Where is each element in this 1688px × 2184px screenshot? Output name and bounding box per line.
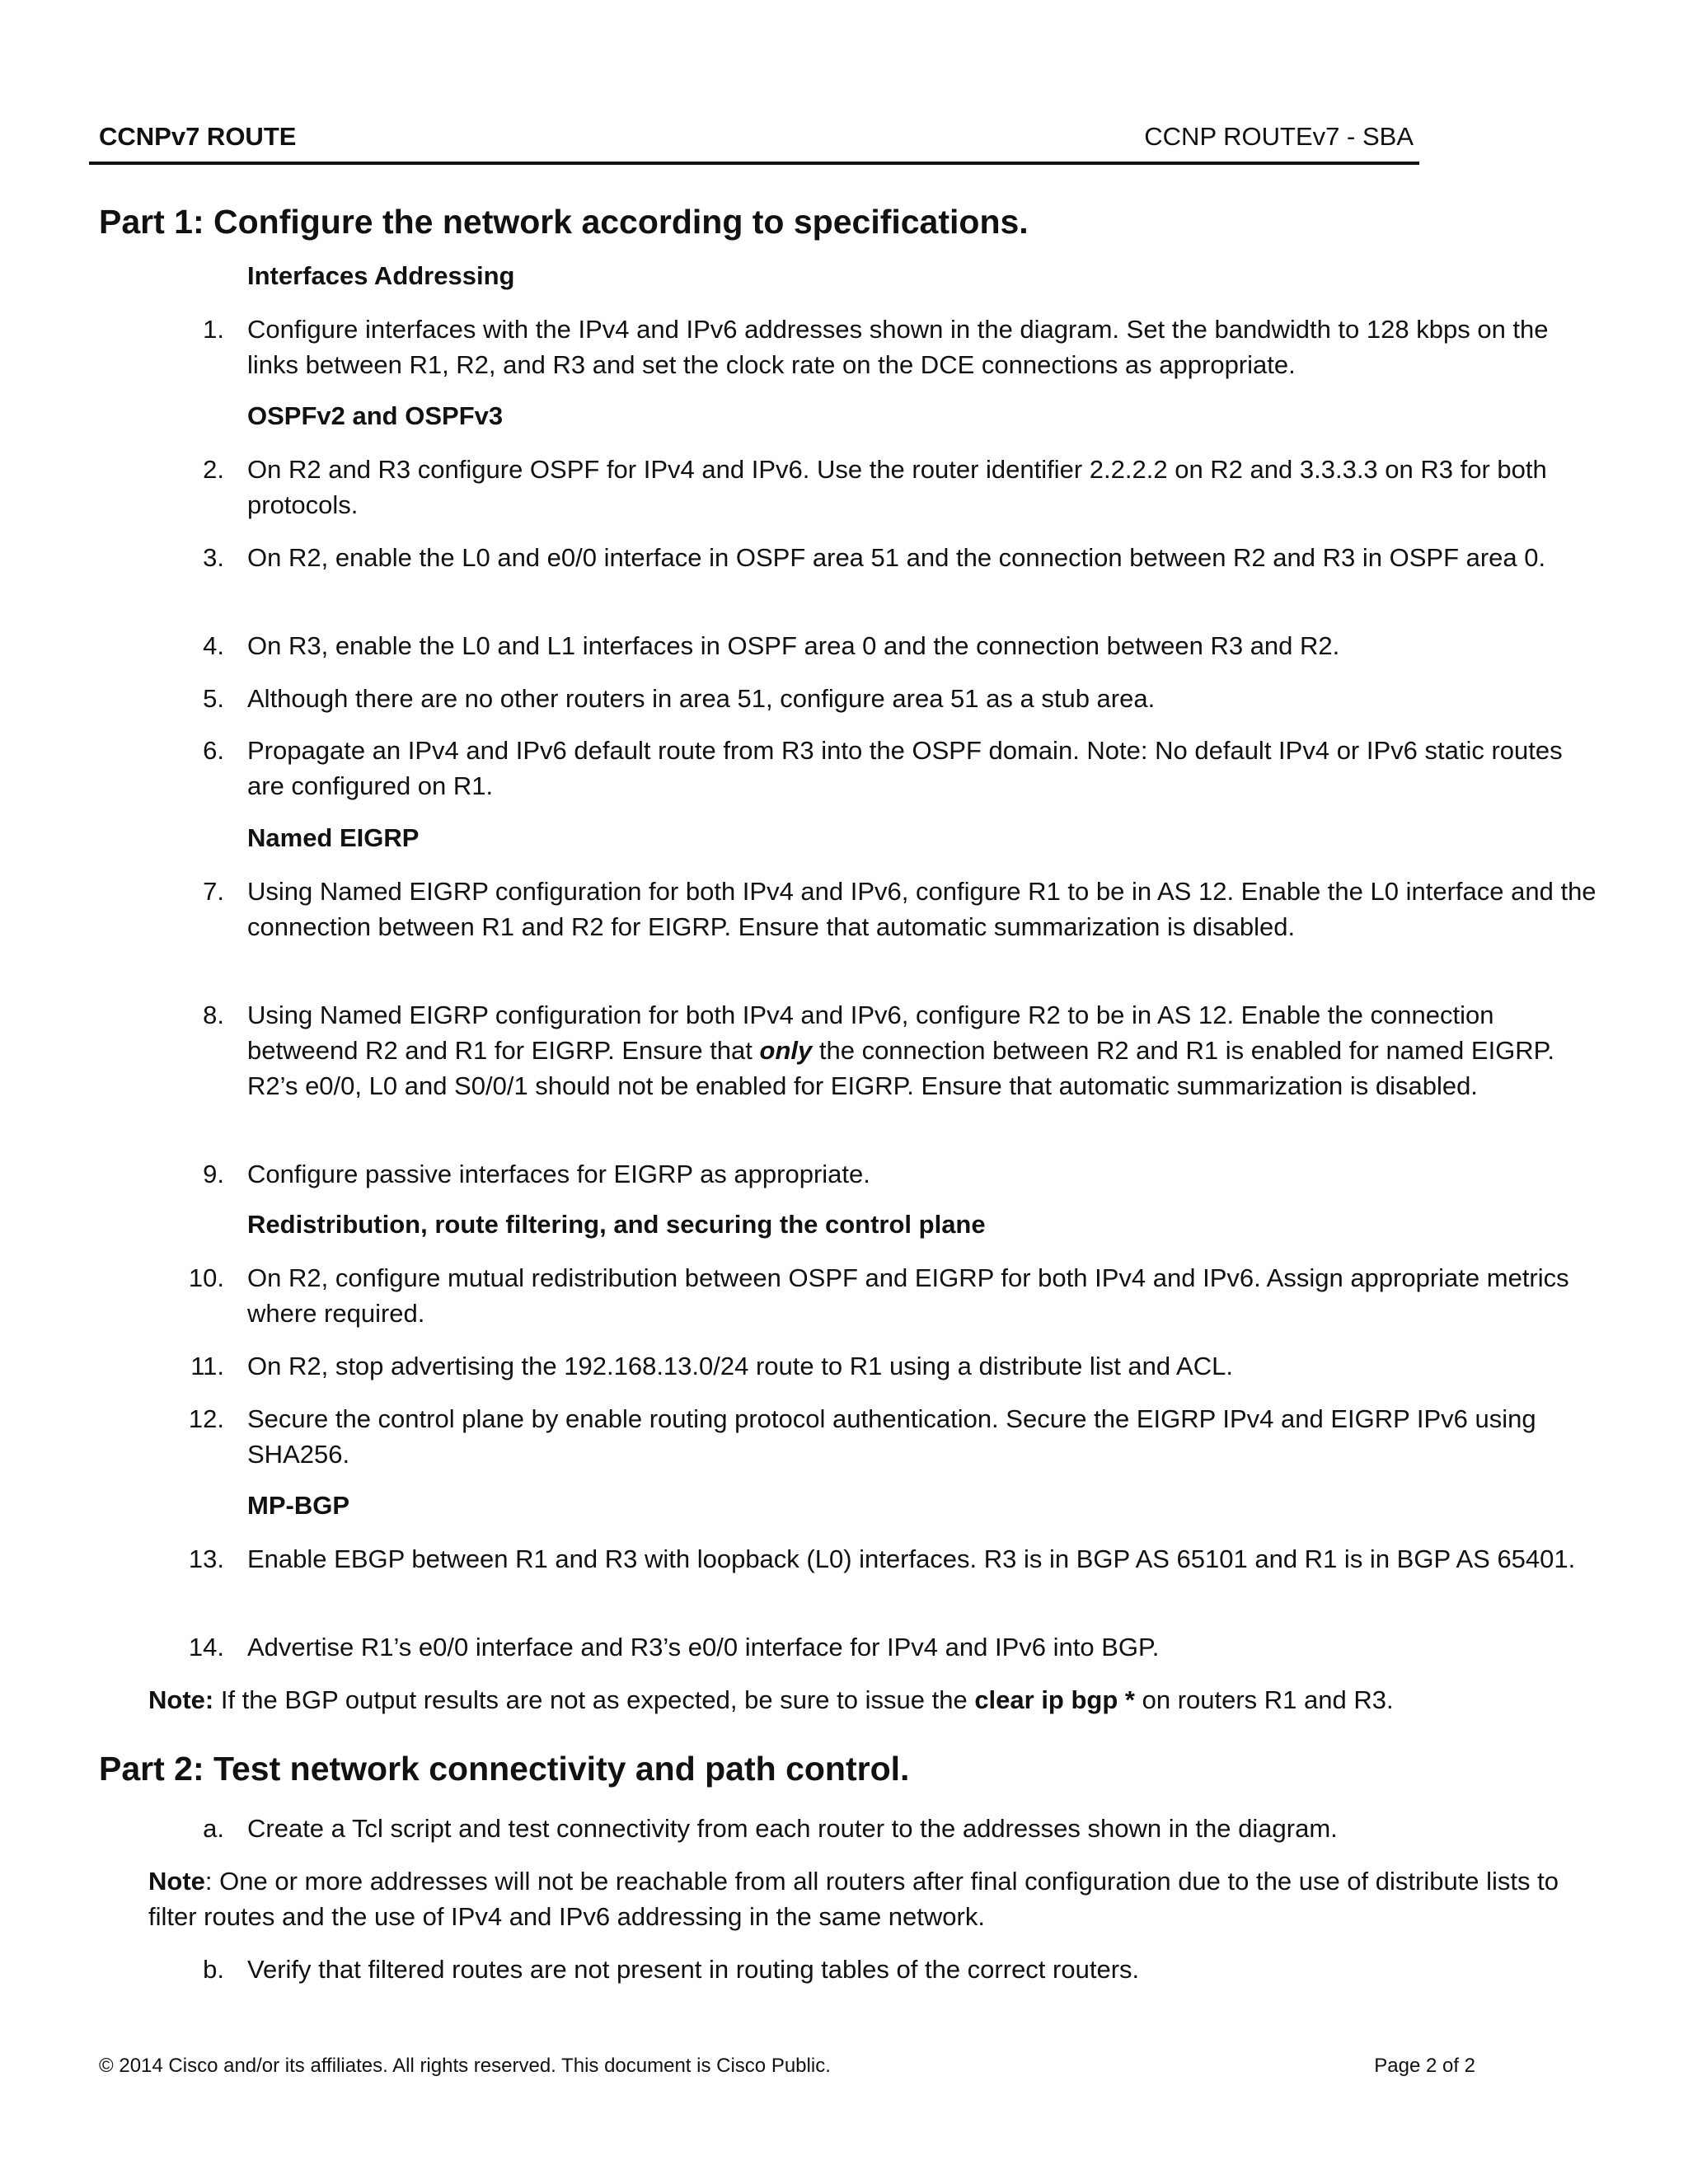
list-item-number: 6. bbox=[203, 736, 224, 765]
list-item-text bbox=[247, 997, 1599, 1104]
list-item-letter: b. bbox=[203, 1955, 224, 1984]
note-command: clear ip bgp * bbox=[974, 1685, 1135, 1714]
list-item-number: 11. bbox=[190, 1352, 224, 1380]
list-item-number: 12. bbox=[188, 1404, 224, 1433]
list-item-text: Secure the control plane by enable routing protocol authentication. Secure the EIGRP IPv4 and EIGRP IPv6 using SHA256. bbox=[247, 1404, 1536, 1469]
list-item-number: 3. bbox=[203, 543, 224, 572]
section-heading-interfaces: Interfaces Addressing bbox=[247, 261, 515, 290]
list-item-number: 8. bbox=[203, 1001, 224, 1029]
list-item-text-part: Using Named EIGRP configuration for both IPv4 and IPv6, configure R2 to be in AS 12. Enable the connection betweend R2 and R1 for EIGRP. Ensure that bbox=[247, 1001, 1494, 1065]
list-item-number: 14. bbox=[188, 1633, 224, 1661]
note-label: Note bbox=[148, 1867, 205, 1896]
header-course-title: CCNPv7 ROUTE bbox=[99, 122, 297, 151]
emphasis-only: only bbox=[759, 1036, 813, 1065]
list-item-text: On R2, stop advertising the 192.168.13.0/24 route to R1 using a distribute list and ACL. bbox=[247, 1352, 1233, 1380]
list-item-number: 9. bbox=[203, 1160, 224, 1188]
connectivity-note bbox=[148, 1863, 1599, 1934]
header-document-title: CCNP ROUTEv7 - SBA bbox=[1144, 122, 1414, 151]
list-item-text: On R2 and R3 configure OSPF for IPv4 and IPv6. Use the router identifier 2.2.2.2 on R2 and 3.3.3.3 on R3 for both protocols. bbox=[247, 455, 1547, 519]
list-item-number: 13. bbox=[188, 1544, 224, 1573]
bgp-note bbox=[148, 1682, 1599, 1718]
section-heading-redistribution: Redistribution, route filtering, and securing the control plane bbox=[247, 1210, 986, 1239]
list-item-text: On R3, enable the L0 and L1 interfaces in OSPF area 0 and the connection between R3 and R2. bbox=[247, 631, 1340, 660]
footer-copyright: © 2014 Cisco and/or its affiliates. All rights reserved. This document is Cisco Public. bbox=[99, 2055, 831, 2077]
note-text: : One or more addresses will not be reachable from all routers after final configuration due to the use of distribute lists to filter routes and the use of IPv4 and IPv6 addressing in the same network. bbox=[148, 1867, 1559, 1931]
note-text: If the BGP output results are not as expected, be sure to issue the bbox=[213, 1685, 975, 1714]
list-item-text: Although there are no other routers in area 51, configure area 51 as a stub area. bbox=[247, 684, 1156, 713]
part2-heading: Part 2: Test network connectivity and path control. bbox=[99, 1750, 910, 1788]
note-text: on routers R1 and R3. bbox=[1134, 1685, 1394, 1714]
list-item-text: Propagate an IPv4 and IPv6 default route from R3 into the OSPF domain. Note: No default IPv4 or IPv6 static routes are configured on R1. bbox=[247, 736, 1563, 800]
list-item-text: Configure passive interfaces for EIGRP as appropriate. bbox=[247, 1160, 870, 1188]
list-item-number: 1. bbox=[203, 315, 224, 344]
footer-page-number: Page 2 of 2 bbox=[1374, 2055, 1475, 2077]
list-item-letter: a. bbox=[203, 1814, 224, 1843]
list-item-text-part: the connection between R2 and R1 is enabled for named EIGRP. R2’s e0/0, L0 and S0/0/1 should not be enabled for EIGRP. Ensure that automatic summarization is disabled. bbox=[247, 1036, 1554, 1100]
part1-heading: Part 1: Configure the network according to specifications. bbox=[99, 203, 1029, 241]
header-divider bbox=[89, 162, 1419, 165]
list-item-text: Using Named EIGRP configuration for both IPv4 and IPv6, configure R1 to be in AS 12. Enable the L0 interface and the connection between R1 and R2 for EIGRP. Ensure that automatic summarization is disabled. bbox=[247, 877, 1597, 941]
list-item-number: 10. bbox=[188, 1263, 224, 1292]
list-item-text: Enable EBGP between R1 and R3 with loopback (L0) interfaces. R3 is in BGP AS 65101 and R1 is in BGP AS 65401. bbox=[247, 1544, 1576, 1573]
list-item-number: 5. bbox=[203, 684, 224, 713]
list-item-number: 7. bbox=[203, 877, 224, 906]
list-item-text: On R2, configure mutual redistribution between OSPF and EIGRP for both IPv4 and IPv6. Assign appropriate metrics where required. bbox=[247, 1263, 1569, 1328]
note-label: Note: bbox=[148, 1685, 214, 1714]
list-item-text: Verify that filtered routes are not present in routing tables of the correct routers. bbox=[247, 1955, 1140, 1984]
list-item-text: On R2, enable the L0 and e0/0 interface in OSPF area 51 and the connection between R2 and R3 in OSPF area 0. bbox=[247, 543, 1546, 572]
list-item-text: Advertise R1’s e0/0 interface and R3’s e0/0 interface for IPv4 and IPv6 into BGP. bbox=[247, 1633, 1160, 1661]
list-item-text: Create a Tcl script and test connectivity from each router to the addresses shown in the diagram. bbox=[247, 1814, 1338, 1843]
list-item-text: Configure interfaces with the IPv4 and IPv6 addresses shown in the diagram. Set the bandwidth to 128 kbps on the links between R1, R2, and R3 and set the clock rate on the DCE connections as appropriate. bbox=[247, 315, 1549, 379]
section-heading-ospf: OSPFv2 and OSPFv3 bbox=[247, 401, 504, 430]
list-item-number: 4. bbox=[203, 631, 224, 660]
section-heading-eigrp: Named EIGRP bbox=[247, 823, 420, 852]
list-item-number: 2. bbox=[203, 455, 224, 484]
section-heading-mp-bgp: MP-BGP bbox=[247, 1491, 349, 1520]
